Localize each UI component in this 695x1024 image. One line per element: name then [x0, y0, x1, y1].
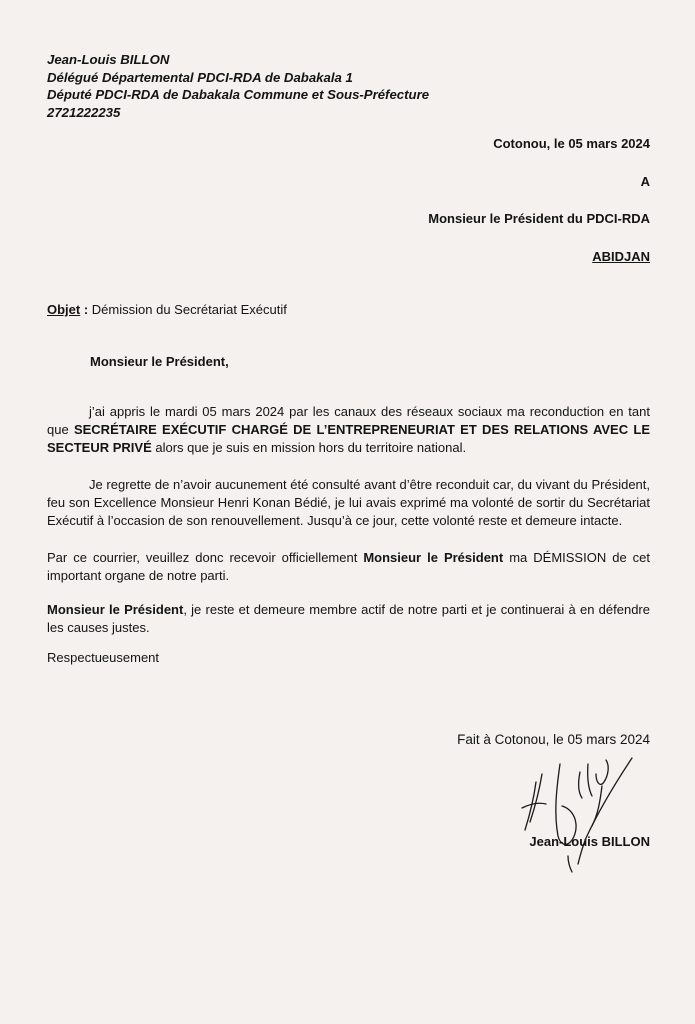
subject-separator: : [80, 302, 92, 317]
paragraph-4-text: , je reste et demeure membre actif de notre parti et je continuerai à en défendre les causes justes. [47, 602, 650, 635]
fait-line: Fait à Cotonou, le 05 mars 2024 [457, 732, 650, 747]
paragraph-3-bold: Monsieur le Président [363, 550, 504, 565]
paragraph-1-text-a: j’ai appris le mardi 05 mars 2024 par les canaux des réseaux sociaux ma reconduction en tant que [47, 404, 650, 437]
closing-line: Respectueusement [47, 650, 160, 665]
paragraph-4 [47, 601, 650, 637]
sender-phone: 2721222235 [47, 104, 121, 120]
subject-text: Démission du Secrétariat Exécutif [91, 302, 287, 317]
paragraph-3 [47, 549, 650, 585]
signatory-name: Jean-Louis BILLON [529, 834, 650, 849]
paragraph-3-text-a: Par ce courrier, veuillez donc recevoir officiellement [47, 550, 364, 565]
sender-name: Jean-Louis BILLON [47, 52, 170, 67]
recipient-name: Monsieur le Président du PDCI-RDA [428, 211, 650, 226]
place-date: Cotonou, le 05 mars 2024 [493, 136, 650, 151]
paragraph-1-text-c: alors que je suis en mission hors du territoire national. [151, 440, 467, 455]
recipient-city: ABIDJAN [592, 249, 650, 264]
subject-label: Objet [47, 302, 81, 317]
paragraph-2: Je regrette de n’avoir aucunement été consulté avant d’être reconduit car, du vivant du Président, feu son Excellence Monsieur Henri Konan Bédié, je lui avais exprimé ma volonté de sortir du Secrétariat Exécutif à l’occasion de son renouvellement. Jusqu’à ce jour, cette volonté reste et demeure intacte. [47, 477, 650, 528]
paragraph-4-bold: Monsieur le Président [47, 602, 184, 617]
salutation: Monsieur le Président, [90, 354, 229, 369]
recipient-a: A [640, 174, 650, 189]
sender-block [47, 51, 429, 121]
paragraph-1 [47, 403, 650, 457]
subject-line [47, 302, 287, 317]
handwritten-signature [516, 752, 638, 874]
paragraph-1-bold: SECRÉTAIRE EXÉCUTIF CHARGÉ DE L’ENTREPRENEURIAT ET DES RELATIONS AVEC LE SECTEUR PRIVÉ [47, 422, 650, 455]
sender-title-2: Député PDCI-RDA de Dabakala Commune et Sous-Préfecture [47, 87, 430, 102]
sender-title-1: Délégué Départemental PDCI-RDA de Dabakala 1 [47, 69, 353, 85]
paragraph-3-text-c: ma DÉMISSION de cet important organe de notre parti. [47, 550, 651, 583]
